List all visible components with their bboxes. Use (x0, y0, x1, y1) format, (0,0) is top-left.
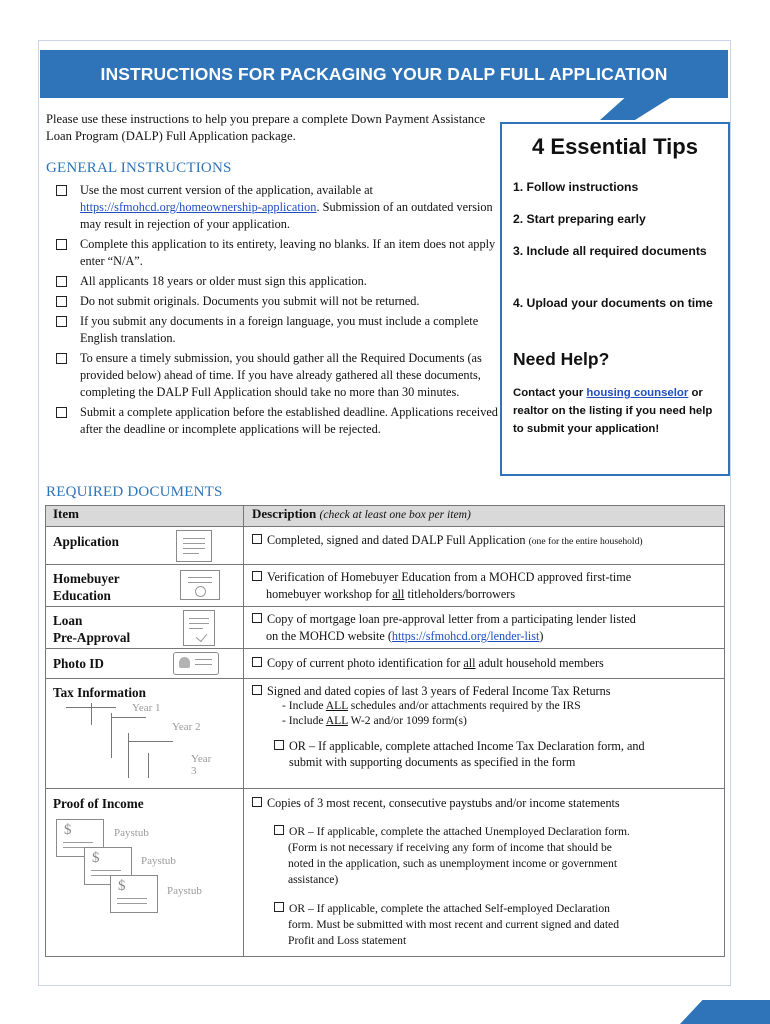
list-item: Use the most current version of the application, available at https://sfmohcd.org/homeownership-application. Submission of an outdated version may result in rejection of your application. (56, 182, 498, 234)
self-employed-3: Profit and Loss statement (288, 934, 407, 947)
page-title: INSTRUCTIONS FOR PACKAGING YOUR DALP FULL APPLICATION (100, 64, 668, 84)
checkbox[interactable] (252, 534, 262, 544)
checkbox[interactable] (56, 316, 67, 327)
loan-desc-1: Copy of mortgage loan pre-approval letter from a participating lender listed (252, 611, 636, 627)
table-row (46, 649, 725, 679)
unemployed-4: assistance) (288, 873, 339, 886)
list-item: If you submit any documents in a foreign language, you must include a complete English translation. (56, 313, 498, 347)
paystub-icon: $ (84, 847, 132, 885)
tip-4: 4. Upload your documents on time (513, 296, 713, 310)
tax-sub-2: - Include ALL W-2 and/or 1099 form(s) (282, 714, 467, 727)
certificate-icon (180, 570, 220, 600)
checkbox[interactable] (252, 685, 262, 695)
corner-accent (680, 1000, 770, 1024)
list-item: Submit a complete application before the established deadline. Applications received after the deadline or incomplete applications will be rejected. (56, 404, 498, 438)
paystub-label-2: Paystub (141, 855, 176, 867)
checkbox[interactable] (56, 407, 67, 418)
photo-id-label: Photo ID (53, 656, 104, 671)
checkbox[interactable] (274, 902, 284, 912)
tax-or-1: OR – If applicable, complete attached Income Tax Declaration form, and (274, 738, 645, 754)
checkbox[interactable] (56, 353, 67, 364)
checkbox[interactable] (56, 185, 67, 196)
application-link[interactable]: https://sfmohcd.org/homeownership-application (80, 200, 317, 215)
checkbox[interactable] (274, 740, 284, 750)
tax-sub-1: - Include ALL schedules and/or attachments required by the IRS (282, 699, 581, 712)
income-desc: Copies of 3 most recent, consecutive paystubs and/or income statements (252, 795, 620, 811)
general-instructions-list (56, 182, 498, 441)
checked-document-icon (183, 610, 215, 646)
application-doc-icon (176, 530, 212, 562)
checkbox[interactable] (56, 239, 67, 250)
homebuyer-desc-1: Verification of Homebuyer Education from a MOHCD approved first-time (252, 569, 631, 585)
tips-title: 4 Essential Tips (532, 134, 698, 159)
tip-1: 1. Follow instructions (513, 180, 639, 194)
general-instructions-heading: GENERAL INSTRUCTIONS (46, 160, 232, 176)
unemployed-3: noted in the application, such as unemployment income or government (288, 857, 618, 870)
tip-2: 2. Start preparing early (513, 212, 646, 226)
lender-list-link[interactable]: https://sfmohcd.org/lender-list (391, 629, 540, 643)
paystub-icon: $ (56, 819, 104, 857)
checkbox[interactable] (252, 613, 262, 623)
loan-preapproval-label: Loan Pre-Approval (53, 613, 131, 645)
table-row (46, 789, 725, 957)
unemployed-2: (Form is not necessary if receiving any form of income that should be (288, 841, 612, 854)
checkbox[interactable] (56, 276, 67, 287)
tax-information-label: Tax Information (53, 685, 146, 700)
table-row (46, 565, 725, 607)
year-2-label: Year 2 (172, 721, 201, 733)
checkbox[interactable] (56, 296, 67, 307)
required-documents-heading: REQUIRED DOCUMENTS (46, 484, 223, 500)
homebuyer-education-label: Homebuyer Education (53, 571, 120, 603)
unemployed-1: OR – If applicable, complete the attached Unemployed Declaration form. (274, 824, 630, 840)
tax-forms-illustration (66, 703, 216, 783)
year-1-label: Year 1 (132, 702, 161, 714)
homebuyer-desc-2: homebuyer workshop for all titleholders/borrowers (266, 587, 516, 601)
list-item: All applicants 18 years or older must sign this application. (56, 273, 498, 290)
table-row (46, 679, 725, 789)
list-item: Do not submit originals. Documents you submit will not be returned. (56, 293, 498, 310)
loan-desc-2: on the MOHCD website (https://sfmohcd.org/lender-list) (266, 629, 544, 643)
checkbox[interactable] (252, 571, 262, 581)
application-desc: Completed, signed and dated DALP Full Application (one for the entire household) (252, 532, 643, 550)
tax-desc: Signed and dated copies of last 3 years of Federal Income Tax Returns (252, 683, 610, 699)
checkbox[interactable] (252, 797, 262, 807)
list-item: Complete this application to its entirety, leaving no blanks. If an item does not apply enter “N/A”. (56, 236, 498, 270)
col-desc-header: Description (check at least one box per item) (244, 506, 725, 527)
help-text: Contact your housing counselor or realtor on the listing if you need help to submit your application! (513, 387, 713, 435)
col-item-header: Item (46, 506, 244, 527)
photo-id-desc: Copy of current photo identification for all adult household members (252, 655, 604, 671)
list-item: To ensure a timely submission, you should gather all the Required Documents (as provided below) ahead of time. If you have already gathered all these documents, completing the DALP Full Application should take no more than 30 minutes. (56, 350, 498, 402)
tip-3: 3. Include all required documents (513, 244, 707, 258)
proof-of-income-label: Proof of Income (53, 796, 144, 811)
housing-counselor-link[interactable]: housing counselor (586, 387, 689, 399)
tax-or-2: submit with supporting documents as specified in the form (289, 755, 576, 769)
required-documents-table (45, 505, 725, 957)
need-help-title: Need Help? (513, 349, 610, 369)
table-row (46, 527, 725, 565)
intro-text: Please use these instructions to help you prepare a complete Down Payment Assistance Loan Program (DALP) Full Application package. (46, 112, 486, 143)
application-label: Application (53, 534, 119, 549)
self-employed-1: OR – If applicable, complete the attached Self-employed Declaration (274, 901, 610, 917)
id-card-icon (173, 652, 219, 675)
checkbox[interactable] (274, 825, 284, 835)
essential-tips-box (500, 122, 730, 476)
checkbox[interactable] (252, 657, 262, 667)
paystub-icon: $ (110, 875, 158, 913)
table-row (46, 607, 725, 649)
year-3-label: Year 3 (191, 753, 212, 777)
self-employed-2: form. Must be submitted with most recent and current signed and dated (288, 918, 619, 931)
paystub-label-1: Paystub (114, 827, 149, 839)
paystub-label-3: Paystub (167, 885, 202, 897)
